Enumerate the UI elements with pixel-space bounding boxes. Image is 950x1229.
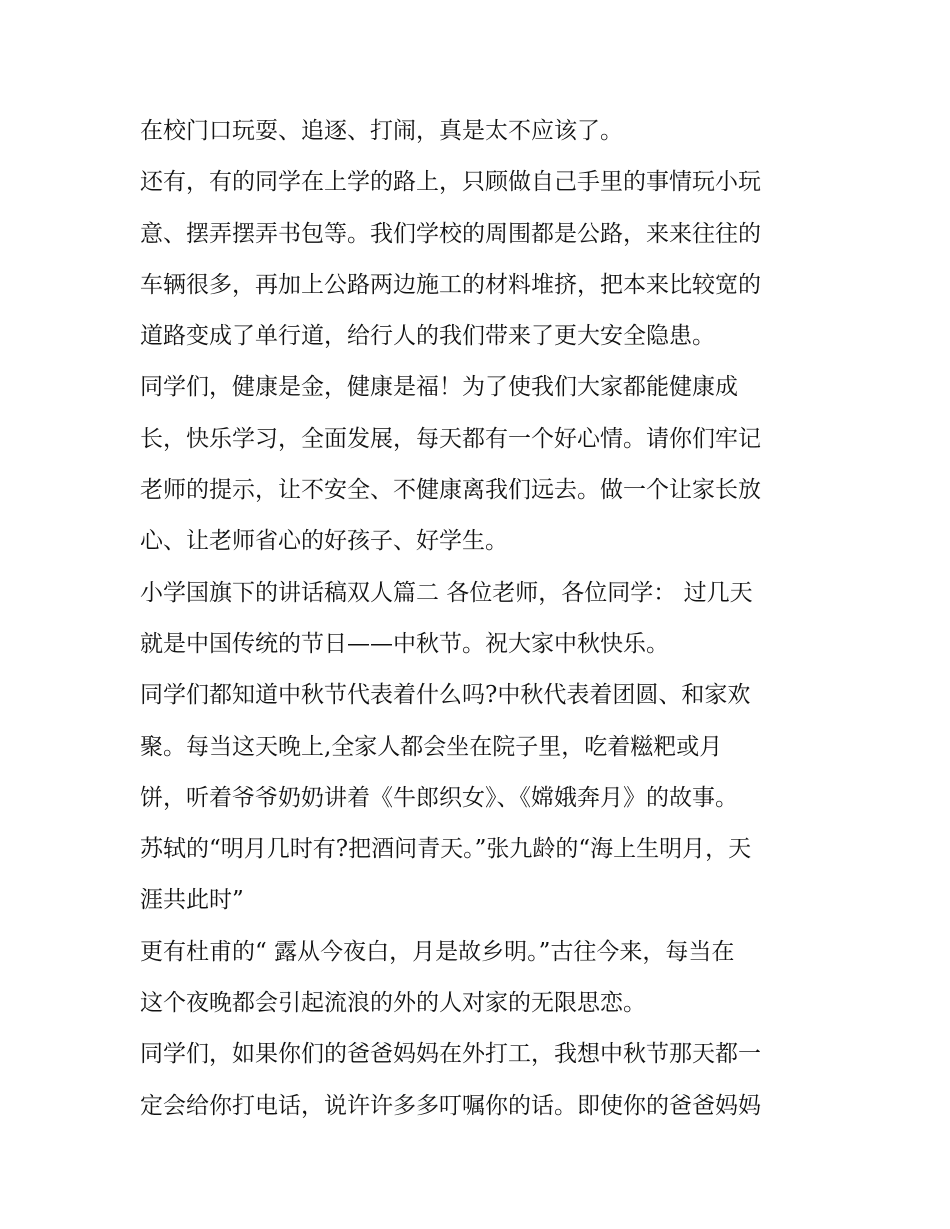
text-line: 这个夜晚都会引起流浪的外的人对家的无限思恋。	[140, 990, 646, 1017]
text-line: 同学们都知道中秋节代表着什么吗?中秋代表着团圆、和家欢	[140, 682, 751, 709]
text-line: 聚。每当这天晚上,全家人都会坐在院子里，吃着糍粑或月	[140, 733, 723, 760]
text-line: 心、让老师省心的好孩子、好学生。	[140, 528, 508, 555]
text-line: 苏轼的“明月几时有?把酒问青天。”张九龄的“海上生明月，天	[140, 836, 752, 863]
text-line: 涯共此时”	[140, 887, 244, 914]
text-line: 老师的提示，让不安全、不健康离我们远去。做一个让家长放	[140, 477, 761, 504]
text-line: 同学们，健康是金，健康是福！为了使我们大家都能健康成	[140, 374, 738, 401]
text-line: 定会给你打电话，说许许多多叮嘱你的话。即使你的爸爸妈妈	[140, 1092, 761, 1119]
text-line: 就是中国传统的节日——中秋节。祝大家中秋快乐。	[140, 630, 669, 657]
text-line: 长，快乐学习，全面发展，每天都有一个好心情。请你们牢记	[140, 425, 761, 452]
text-line: 更有杜甫的“ 露从今夜白，月是故乡明。”古往今来，每当在	[140, 938, 735, 965]
text-line: 道路变成了单行道，给行人的我们带来了更大安全隐患。	[140, 323, 715, 350]
text-line: 同学们，如果你们的爸爸妈妈在外打工，我想中秋节那天都一	[140, 1041, 761, 1068]
text-line: 饼，听着爷爷奶奶讲着《牛郎织女》、《嫦娥奔月》的故事。	[140, 784, 738, 811]
text-line: 车辆很多，再加上公路两边施工的材料堆挤，把本来比较宽的	[140, 271, 761, 298]
text-line: 意、摆弄摆弄书包等。我们学校的周围都是公路，来来往往的	[140, 220, 761, 247]
document-body	[140, 106, 830, 1132]
text-line: 在校门口玩耍、追逐、打闹，真是太不应该了。	[140, 118, 623, 144]
text-line: 小学国旗下的讲话稿双人篇二 各位老师，各位同学： 过几天	[140, 579, 753, 606]
text-line: 还有，有的同学在上学的路上，只顾做自己手里的事情玩小玩	[140, 169, 761, 196]
